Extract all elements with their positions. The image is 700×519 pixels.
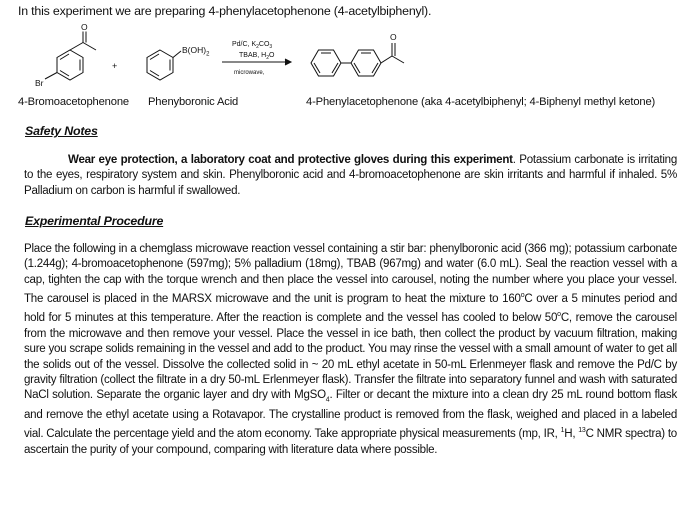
reactant1-oxygen: O [81,22,88,32]
product-oxygen: O [390,32,397,42]
plus-sign: + [112,61,118,71]
conditions-bottom: TBAB, $H_2O$ [239,52,275,61]
procedure-paragraph: Place the following in a chemglass microwave reaction vessel containing a stir bar: phenylboronic acid (366 mg); potassium carbonate (1.244g); 4-bromoacetophenone (597mg); 5% palladium (18mg), TBAB (967mg) and water (6.0 mL). Seal the reaction vessel with a cap, tighten the cap with the torque wrench and then place the vessel into carousel, noting the number where you place your vessel. The carousel is placed in the MARSX microwave and the unit is program to heat the mixture to 160$^o$C over a 5 minutes period and hold for 5 minutes at this temperature. After the reaction is complete and the vessel has cooled to below 50$^o$C, remove the carousel from the microwave and then remove your vessel. Place the vessel in ice bath, then collect the product by vacuum filtration, making sure you scrape solids remaining in the vessel and add to the product. You may rinse the vessel with a small amount of water to get all the solids out of the vessel. Dissolve the collected solid in ~ 20 mL ethyl acetate in 50-mL Erlenmeyer flask and remove the Pd/C by gravity filtration (collect the filtrate in a dry 50-mL Erlenmeyer flask). Transfer the filtrate into separatory funnel and wash with saturated NaCl solution. Separate the organic layer and dry with MgSO$_4$. Filter or decant the mixture into a clean dry 25 mL round bottom flask and remove the ethyl acetate using a Rotavapor. The crystalline product is removed from the flask, weighed and placed in a labeled vial. Calculate the percentage yield and the atom economy. Take appropriate physical measurements (mp, IR, $^1$H, $^{13}$C NMR spectra) to ascertain the purity of your compound, comparing with literature data where possible. [24,243,677,456]
reactant2-label: Phenyboronic Acid [148,96,239,108]
boronic-group: $B(OH)_2$ [182,45,210,58]
reactant1-label: 4-Bromoacetophenone [18,96,129,108]
safety-paragraph [24,153,677,199]
safety-bold-text: Wear eye protection, a laboratory coat and protective gloves during this experiment [68,154,513,166]
conditions-top: Pd/C, $K_2CO_3$ [232,41,273,50]
procedure-heading: Experimental Procedure [25,214,164,228]
safety-heading: Safety Notes [25,124,98,138]
product-label: 4-Phenylacetophenone (aka 4-acetylbiphenyl; 4-Biphenyl methyl ketone) [306,96,656,108]
reactant1-ring [45,32,96,81]
conditions-microwave: microwave, [234,70,265,76]
safety-rest-text: . Potassium carbonate is irritating to the eyes, respiratory system and skin. Phenylboronic acid and 4-bromoacetophenone are skin irritants and harmful if inhaled. 5% Palladium on carbon is harmful if swallowed. [24,154,677,197]
product-rings [311,43,404,76]
intro-text: In this experiment we are preparing 4-phenylacetophenone (4-acetylbiphenyl). [18,4,432,18]
reactant2-ring [147,50,181,80]
reactant1-bromine: Br [35,78,44,88]
